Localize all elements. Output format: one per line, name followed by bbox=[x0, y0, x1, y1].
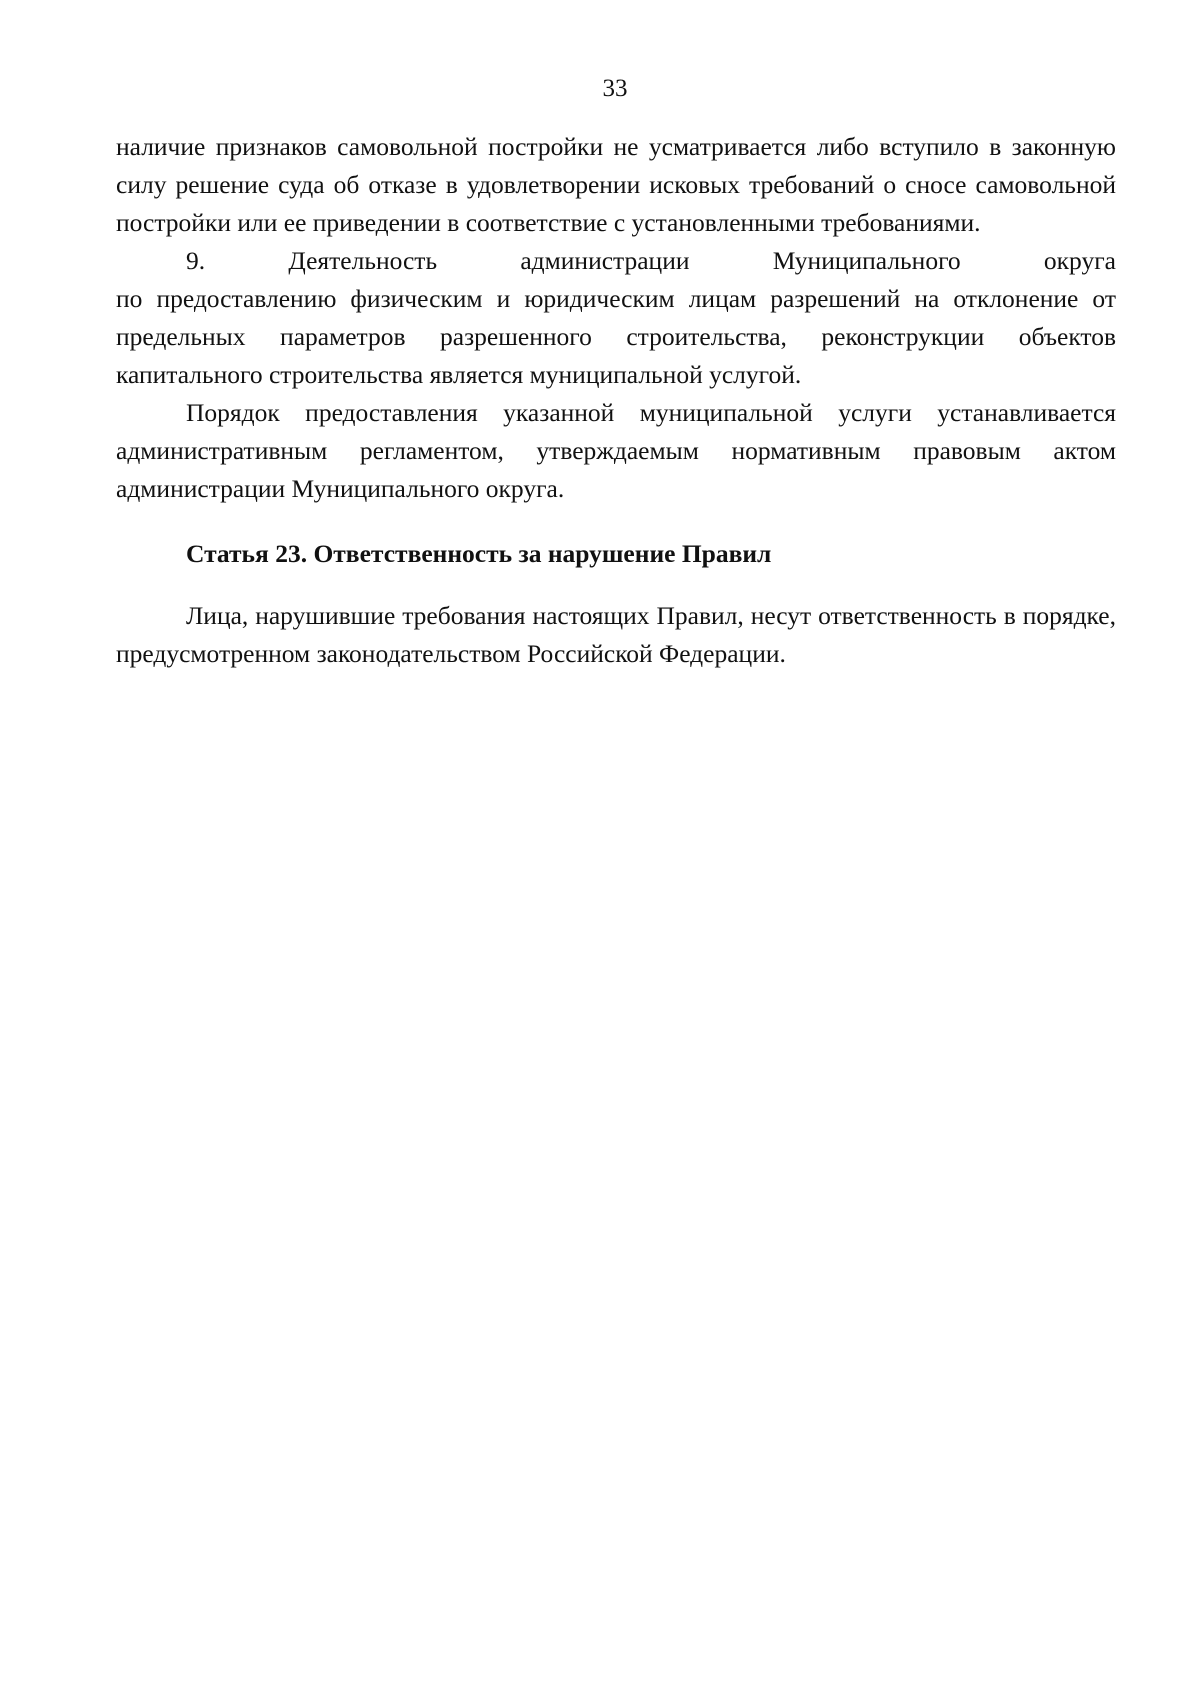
article-23-heading: Статья 23. Ответственность за нарушение Правил bbox=[186, 539, 772, 568]
page-number: 33 bbox=[602, 75, 628, 102]
paragraph-item-9-body: по предоставлению физическим и юридическим лицам разрешений на отклонение от предельных параметров разрешенного строительства, реконструкции объектов капитального строительства является муниципальной услугой. bbox=[116, 284, 1116, 389]
paragraph-liability: Лица, нарушившие требования настоящих Правил, несут ответственность в порядке, предусмотренном законодательством Российской Федерации. bbox=[116, 601, 1116, 668]
paragraph-procedure: Порядок предоставления указанной муниципальной услуги устанавливается административным регламентом, утверждаемым нормативным правовым актом администрации Муниципального округа. bbox=[116, 398, 1116, 503]
document-body bbox=[116, 128, 1116, 673]
paragraph-item-9-heading: 9. Деятельность администрации Муниципального округа bbox=[186, 246, 1116, 275]
paragraph-continuation: наличие признаков самовольной постройки не усматривается либо вступило в законную силу решение суда об отказе в удовлетворении исковых требований о сносе самовольной постройки или ее приведении в соответствие с установленными требованиями. bbox=[116, 132, 1116, 237]
